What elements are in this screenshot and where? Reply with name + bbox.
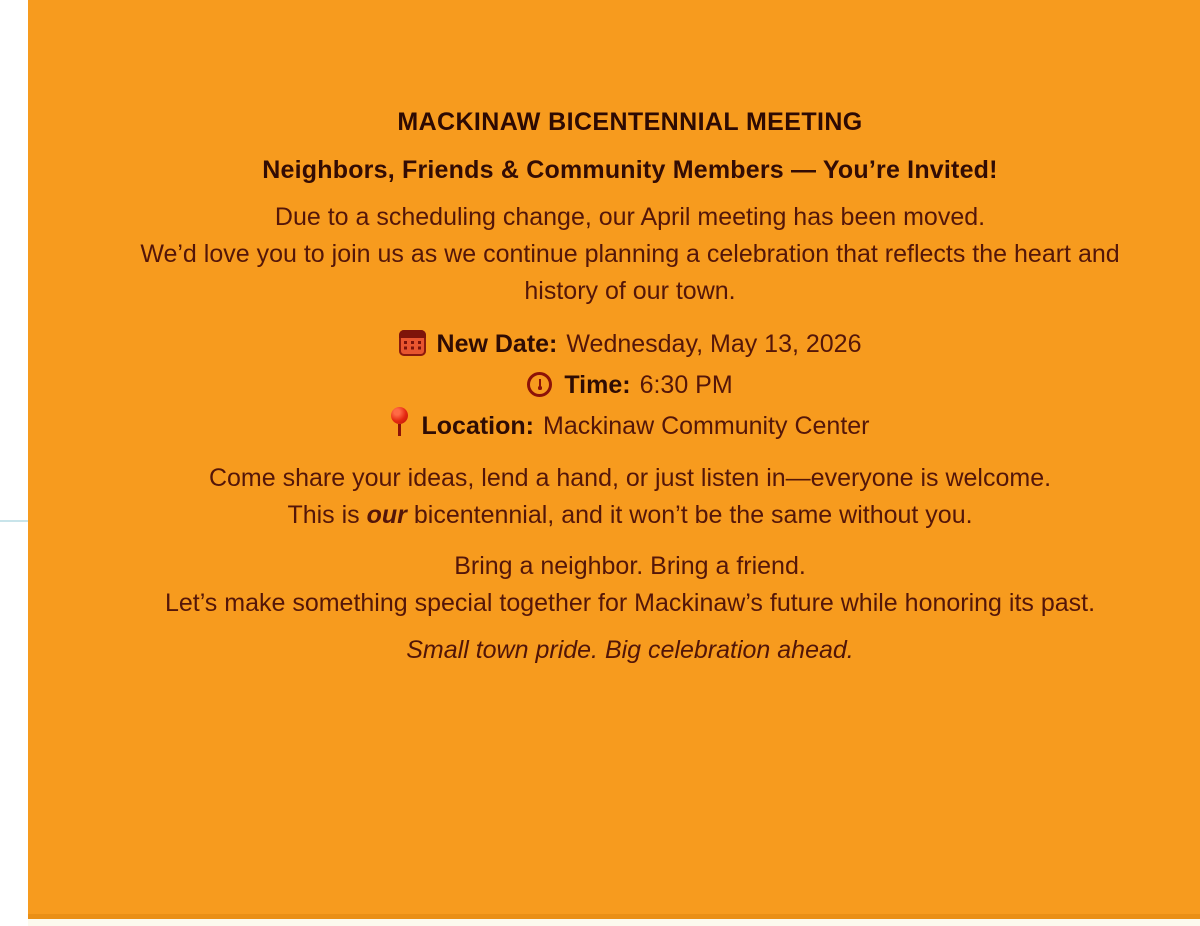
pushpin-icon-ball — [391, 407, 408, 424]
clock-icon-hub — [538, 386, 542, 390]
date-value: Wednesday, May 13, 2026 — [566, 330, 862, 358]
scan-artifact-line — [0, 520, 28, 522]
calendar-icon — [399, 330, 426, 356]
intro-paragraph — [130, 199, 1130, 310]
flyer-paper — [28, 0, 1200, 919]
location-label: Location: — [421, 412, 534, 440]
welcome-emphasis: our — [366, 501, 407, 529]
detail-row-date — [130, 324, 1130, 365]
flyer-subtitle: Neighbors, Friends & Community Members — You’re Invited! — [262, 156, 998, 184]
calendar-icon-header — [399, 330, 426, 338]
round-pushpin-icon — [391, 407, 409, 439]
welcome-line-2-suffix: bicentennial, and it won’t be the same without you. — [406, 501, 973, 529]
closing-line-1: Bring a neighbor. Bring a friend. — [454, 552, 806, 580]
detail-row-time — [130, 365, 1130, 406]
time-label: Time: — [564, 371, 631, 399]
welcome-line-1: Come share your ideas, lend a hand, or just listen in—everyone is welcome. — [208, 464, 1052, 492]
flyer-tagline: Small town pride. Big celebration ahead. — [406, 636, 854, 664]
meeting-details — [130, 324, 1130, 447]
intro-line-rest: We’d love you to join us as we continue planning a celebration that reflects the heart and history of our town. — [140, 240, 1120, 305]
date-label: New Date: — [436, 330, 558, 358]
scan-left-margin — [0, 0, 28, 926]
time-value: 6:30 PM — [639, 371, 733, 399]
intro-line-1: Due to a scheduling change, our April meeting has been moved. — [274, 203, 986, 231]
welcome-paragraph — [130, 460, 1130, 534]
flyer-content — [130, 0, 1130, 669]
clock-icon — [527, 372, 552, 397]
welcome-line-2-prefix: This is — [287, 501, 367, 529]
closing-paragraph — [130, 548, 1130, 622]
scan-bottom-margin — [0, 919, 1200, 926]
location-value: Mackinaw Community Center — [543, 412, 870, 440]
pushpin-icon-stick — [398, 424, 401, 436]
calendar-icon-dots — [404, 341, 421, 352]
closing-line-rest: Let’s make something special together for Mackinaw’s future while honoring its past. — [164, 589, 1096, 617]
flyer-title: MACKINAW BICENTENNIAL MEETING — [397, 108, 863, 136]
detail-row-location — [130, 406, 1130, 447]
